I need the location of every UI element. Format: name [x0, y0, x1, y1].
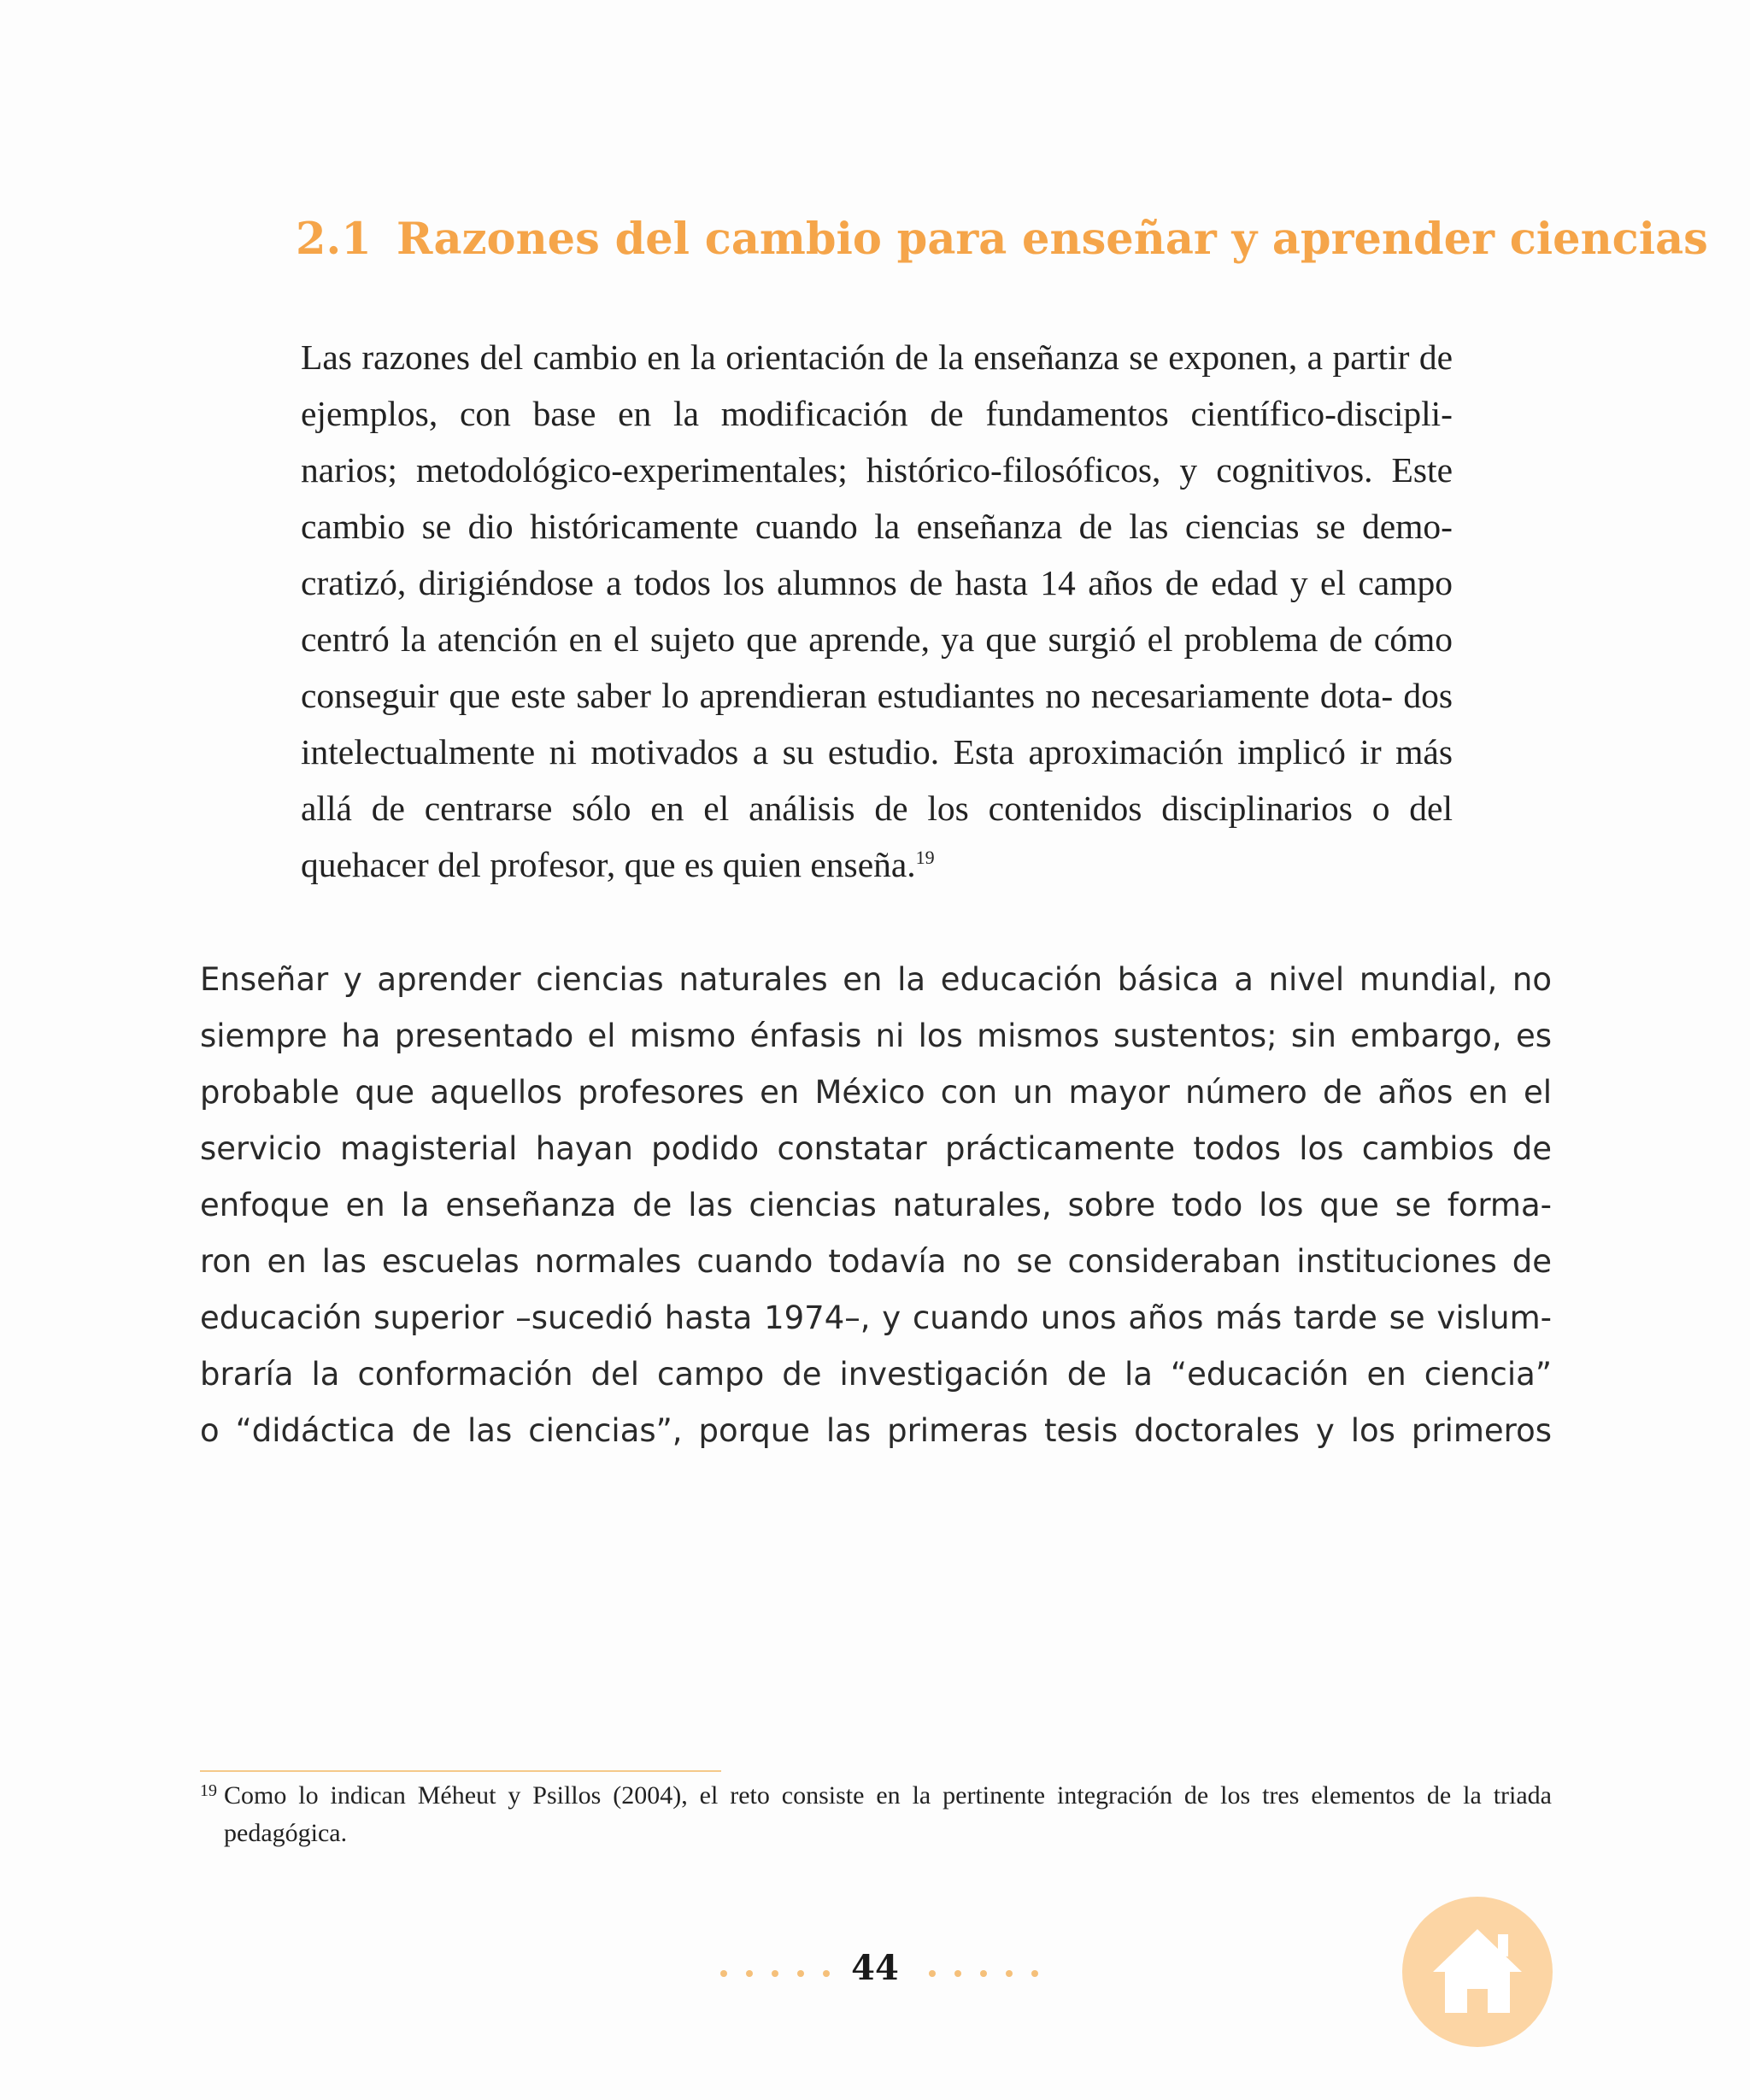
body-line: educación superior –sucedió hasta 1974–, y cuando unos años más tarde se vislum- — [200, 1299, 1552, 1336]
quote-line: de ejemplos, con base en la modificación de fundamentos científico-discipli- — [301, 337, 1453, 433]
page-dots-right — [929, 1970, 1038, 1977]
body-line: Enseñar y aprender ciencias naturales en la educación básica a nivel mundial, no — [200, 961, 1552, 998]
body-line: braría la conformación del campo de investigación de la “educación en ciencia” — [200, 1356, 1552, 1393]
dot — [954, 1970, 961, 1977]
quote-line: dos intelectualmente ni motivados a su estudio. Esta aproximación implicó ir — [301, 676, 1453, 771]
dot — [797, 1970, 804, 1977]
page-dots-left — [720, 1970, 830, 1977]
dot — [823, 1970, 830, 1977]
dot — [1006, 1970, 1013, 1977]
page-number: 44 — [851, 1948, 899, 1988]
body-line: ron en las escuelas normales cuando todavía no se consideraban instituciones de — [200, 1243, 1552, 1280]
quote-line: narios; metodológico-experimentales; histórico-filosóficos, y cognitivos. Este — [301, 450, 1453, 490]
body-line: o “didáctica de las ciencias”, porque las primeras tesis doctorales y los primeros — [200, 1412, 1552, 1449]
footnote-divider — [200, 1770, 721, 1772]
quote-line: conseguir que este saber lo aprendieran estudiantes no necesariamente dota- — [301, 676, 1394, 715]
dot — [720, 1970, 727, 1977]
home-button[interactable] — [1402, 1897, 1553, 2047]
quote-line: quehacer del profesor, que es quien enseña. — [301, 845, 916, 884]
body-line: enfoque en la enseñanza de las ciencias naturales, sobre todo los que se forma- — [200, 1187, 1552, 1223]
quote-line: cratizó, dirigiéndose a todos los alumnos de hasta 14 años de edad y el campo — [301, 563, 1453, 602]
body-paragraph — [200, 952, 1552, 1459]
section-heading — [296, 209, 1708, 269]
quote-line: cambio se dio históricamente cuando la enseñanza de las ciencias se demo- — [301, 507, 1453, 546]
footnote-reference[interactable]: 19 — [915, 847, 935, 869]
footnote — [200, 1777, 1552, 1852]
dot — [746, 1970, 753, 1977]
dot — [772, 1970, 778, 1977]
section-number: 2.1 — [296, 214, 372, 265]
dot — [929, 1970, 936, 1977]
quote-line: más allá de centrarse sólo en el análisis de los contenidos disciplinarios o del — [301, 732, 1453, 828]
body-line: siempre ha presentado el mismo énfasis ni los mismos sustentos; sin embargo, es — [200, 1018, 1552, 1054]
dot — [1031, 1970, 1038, 1977]
quote-line: Las razones del cambio en la orientación de la enseñanza se exponen, a partir — [301, 337, 1410, 377]
home-icon — [1402, 1897, 1553, 2047]
dot — [980, 1970, 987, 1977]
block-quote — [301, 329, 1453, 893]
body-line: probable que aquellos profesores en México con un mayor número de años en el — [200, 1074, 1552, 1111]
footnote-text: Como lo indican Méheut y Psillos (2004), el reto consiste en la pertinente integración de los tres elementos de la triada pedagógica. — [224, 1781, 1552, 1847]
footnote-number: 19 — [200, 1781, 217, 1800]
section-title: Razones del cambio para enseñar y aprender ciencias — [396, 214, 1708, 265]
quote-line: centró la atención en el sujeto que aprende, ya que surgió el problema de cómo — [301, 619, 1453, 659]
body-line: servicio magisterial hayan podido constatar prácticamente todos los cambios de — [200, 1130, 1552, 1167]
